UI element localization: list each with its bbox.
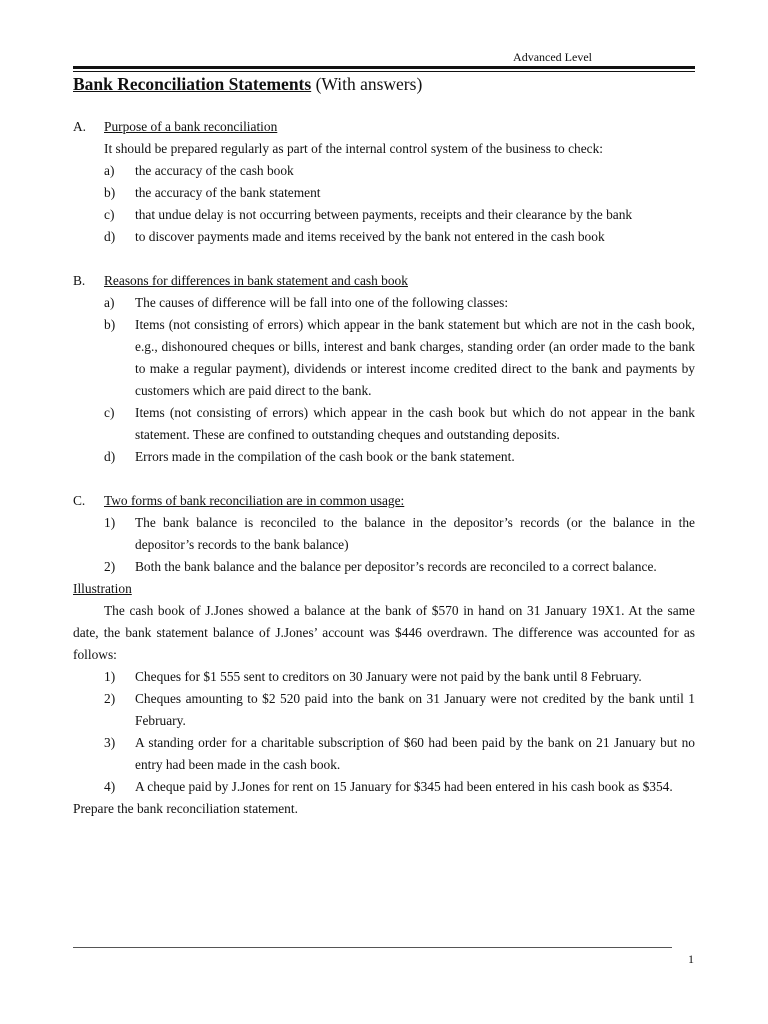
item-number: 1) [104,669,116,684]
illustration-text: The cash book of J.Jones showed a balance at the bank of $570 in hand on 31 January 19X1. At the same date, the bank statement balance of J.Jones’ account was $446 overdrawn. The difference was accounted for as follows: [73,603,695,662]
list-item [73,204,695,226]
item-text: the accuracy of the cash book [135,163,294,178]
header-level: Advanced Level [513,50,592,64]
item-text: Items (not consisting of errors) which appear in the bank statement but which are not in the cash book, e.g., dishonoured cheques or bills, interest and bank charges, standing order (an order made to the bank to make a regular payment), dividends or interest income credited direct to the bank and payments by customers which are paid direct to the bank. [135,317,695,398]
section-c-heading [73,490,695,512]
list-item [73,732,695,776]
item-text: The bank balance is reconciled to the balance in the depositor’s records (or the balance in the depositor’s records to the bank balance) [135,515,695,552]
list-item [73,292,695,314]
section-a-intro: It should be prepared regularly as part of the internal control system of the business to check: [104,141,604,156]
section-c-label: C. [73,493,86,508]
item-number: a) [104,163,115,178]
list-item [73,182,695,204]
item-text: Errors made in the compilation of the cash book or the bank statement. [135,449,515,464]
item-text: the accuracy of the bank statement [135,185,321,200]
item-text: that undue delay is not occurring between payments, receipts and their clearance by the bank [135,207,633,222]
header-rule-thick [73,66,695,69]
section-a-title: Purpose of a bank reconciliation [104,119,278,134]
item-number: b) [104,317,116,332]
list-item [73,666,695,688]
list-item [73,402,695,446]
section-c-title: Two forms of bank reconciliation are in common usage: [104,493,405,508]
document-title [73,72,422,96]
item-text: A cheque paid by J.Jones for rent on 15 January for $345 had been entered in his cash book as $354. [135,779,673,794]
list-item [73,160,695,182]
item-text: to discover payments made and items received by the bank not entered in the cash book [135,229,605,244]
item-number: d) [104,229,116,244]
list-item [73,556,695,578]
list-item [73,688,695,732]
section-c-list [73,512,695,578]
section-a-heading [73,116,695,138]
item-number: d) [104,449,116,464]
illustration-list [73,666,695,798]
list-item [73,314,695,402]
section-a-label: A. [73,119,87,134]
list-item [73,776,695,798]
section-b-label: B. [73,273,86,288]
item-number: 4) [104,779,116,794]
item-text: Cheques for $1 555 sent to creditors on 30 January were not paid by the bank until 8 February. [135,669,642,684]
item-text: A standing order for a charitable subscription of $60 had been paid by the bank on 21 January but no entry had been made in the cash book. [135,735,695,772]
document-body [73,116,695,820]
illustration-heading: Illustration [73,581,132,596]
item-number: a) [104,295,115,310]
item-text: Cheques amounting to $2 520 paid into the bank on 31 January were not credited by the bank until 1 February. [135,691,695,728]
item-number: b) [104,185,116,200]
item-number: 1) [104,515,116,530]
list-item [73,512,695,556]
illustration-closing: Prepare the bank reconciliation statement. [73,801,298,816]
title-sub: (With answers) [311,74,423,94]
list-item [73,226,695,248]
item-text: Both the bank balance and the balance per depositor’s records are reconciled to a correct balance. [135,559,657,574]
item-number: 2) [104,691,116,706]
item-number: c) [104,207,115,222]
section-b-title: Reasons for differences in bank statement and cash book [104,273,408,288]
item-number: 2) [104,559,116,574]
page-number: 1 [688,952,694,966]
list-item [73,446,695,468]
section-b-heading [73,270,695,292]
title-main: Bank Reconciliation Statements [73,74,312,94]
section-b-list [73,292,695,468]
item-text: Items (not consisting of errors) which appear in the cash book but which do not appear in the bank statement. These are confined to outstanding cheques and outstanding deposits. [135,405,695,442]
footer-rule [73,947,672,948]
item-number: 3) [104,735,116,750]
section-a-list [73,160,695,248]
item-number: c) [104,405,115,420]
item-text: The causes of difference will be fall into one of the following classes: [135,295,509,310]
